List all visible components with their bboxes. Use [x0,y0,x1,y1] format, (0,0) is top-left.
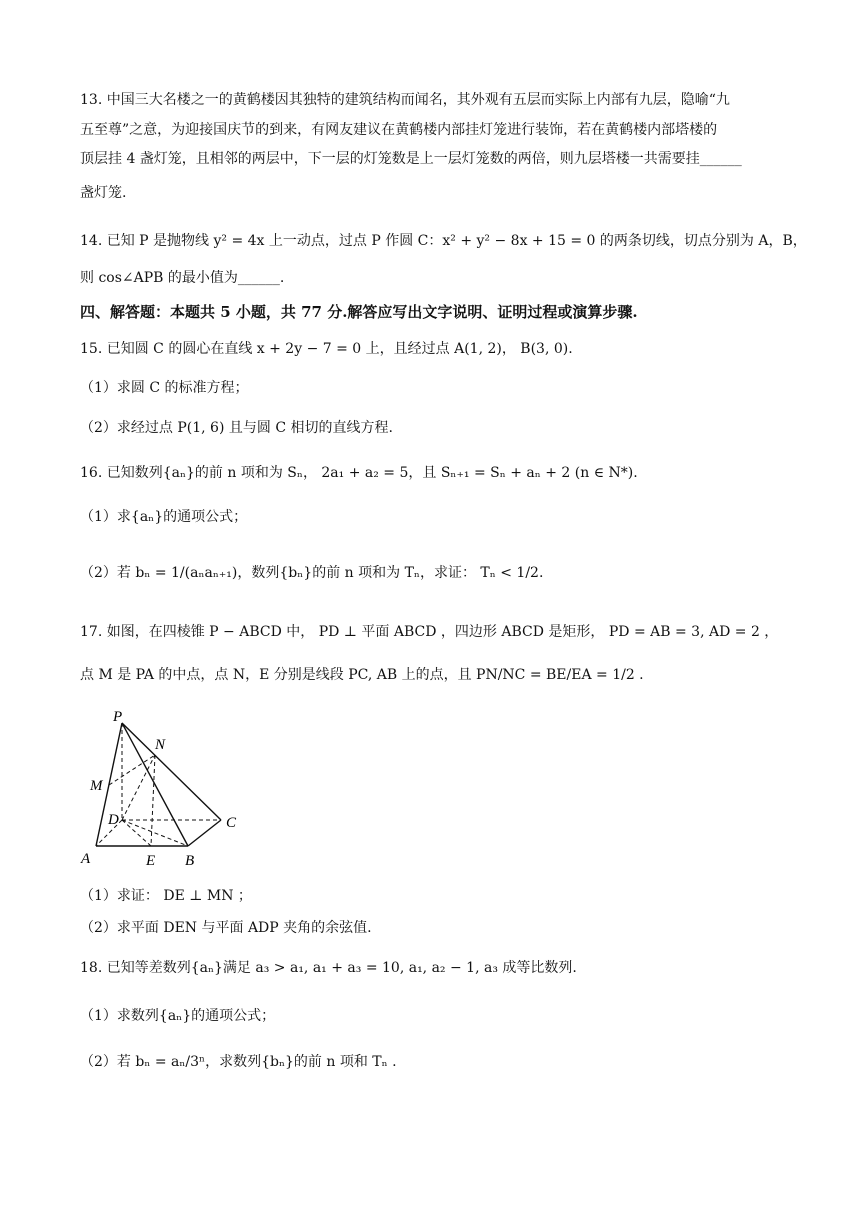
edge-DE [122,820,151,846]
label-P: P [113,709,123,725]
q16-part2: （2）若 bₙ = 1/(aₙaₙ₊₁)，数列{bₙ}的前 n 项和为 Tₙ，求证： Tₙ < 1/2. [80,565,544,581]
label-E: E [146,853,156,869]
label-C: C [226,815,237,831]
q18-part2: （2）若 bₙ = aₙ/3ⁿ，求数列{bₙ}的前 n 项和 Tₙ . [80,1054,397,1070]
q14-line2: 则 cos∠APB 的最小值为______. [80,270,285,286]
q17-line2: 点 M 是 PA 的中点，点 N，E 分别是线段 PC, AB 上的点，且 PN/NC = BE/EA = 1/2 . [80,667,644,683]
label-M: M [90,778,103,794]
label-A: A [81,851,91,867]
q15-stem: 15. 已知圆 C 的圆心在直线 x + 2y − 7 = 0 上，且经过点 A(1, 2)， B(3, 0). [80,341,573,357]
q14-line1: 14. 已知 P 是抛物线 y² = 4x 上一动点，过点 P 作圆 C：x² + y² − 8x + 15 = 0 的两条切线，切点分别为 A，B， [80,233,807,249]
q16-part1: （1）求{aₙ}的通项公式； [80,509,248,525]
edge-DB [122,820,188,846]
q17-part1: （1）求证： DE ⊥ MN ； [80,888,252,904]
edge-PC [122,723,221,820]
q13-line1: 13. 中国三大名楼之一的黄鹤楼因其独特的建筑结构而闻名，其外观有五层而实际上内部有九层，隐喻“九 [80,92,730,108]
edge-MN [109,755,155,785]
section-heading: 四、解答题：本题共 5 小题，共 77 分.解答应写出文字说明、证明过程或演算步骤. [80,303,638,321]
label-B: B [185,853,195,869]
edge-BC [188,820,221,846]
q18-part1: （1）求数列{aₙ}的通项公式； [80,1008,276,1024]
edge-DN [122,755,155,820]
q18-stem: 18. 已知等差数列{aₙ}满足 a₃ > a₁, a₁ + a₃ = 10, a₁, a₂ − 1, a₃ 成等比数列. [80,960,577,976]
label-D: D [108,812,119,828]
q16-stem: 16. 已知数列{aₙ}的前 n 项和为 Sₙ， 2a₁ + a₂ = 5，且 Sₙ₊₁ = Sₙ + aₙ + 2 (n ∈ N*). [80,465,638,481]
q17-part2: （2）求平面 DEN 与平面 ADP 夹角的余弦值. [80,920,372,936]
q13-line4: 盏灯笼. [80,185,127,201]
q13-line3: 顶层挂 4 盏灯笼，且相邻的两层中，下一层的灯笼数是上一层灯笼数的两倍，则九层塔楼一共需要挂______ [80,151,742,167]
edge-NE [151,755,155,846]
q15-part1: （1）求圆 C 的标准方程； [80,380,249,396]
label-N: N [155,737,166,753]
q15-part2: （2）求经过点 P(1, 6) 且与圆 C 相切的直线方程. [80,420,393,436]
q13-line2: 五至尊”之意，为迎接国庆节的到来，有网友建议在黄鹤楼内部挂灯笼进行装饰，若在黄鹤楼内部塔楼的 [80,122,718,138]
pyramid-figure [75,705,255,870]
q17-line1: 17. 如图，在四棱锥 P − ABCD 中， PD ⊥ 平面 ABCD ，四边形 ABCD 是矩形， PD = AB = 3, AD = 2 ， [80,624,779,640]
